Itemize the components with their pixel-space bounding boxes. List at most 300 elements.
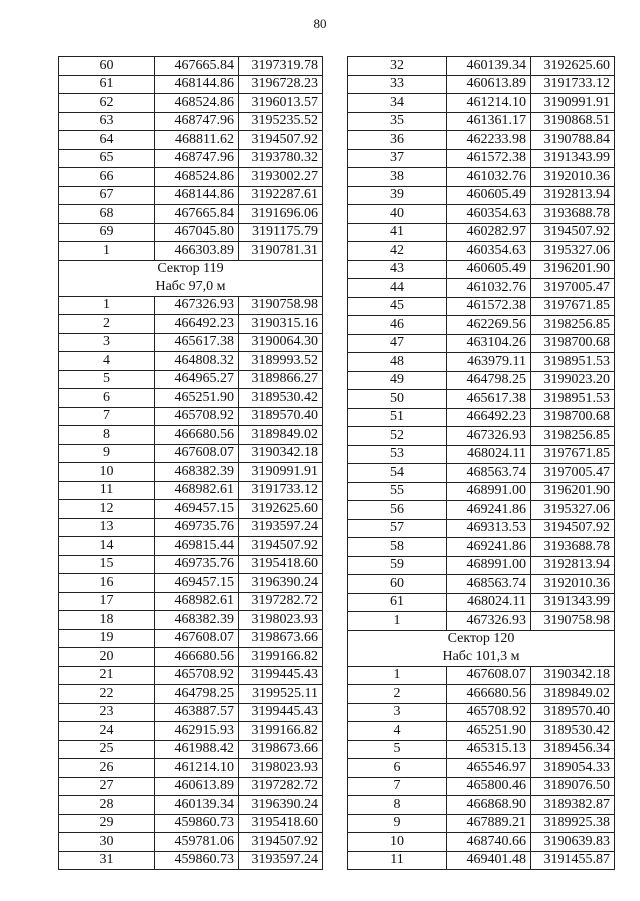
table-row: [59, 370, 323, 389]
point-number-cell: 39: [348, 186, 447, 205]
point-number-cell: 21: [59, 666, 155, 685]
x-coordinate-cell: 469457.15: [155, 500, 239, 519]
table-row: [348, 556, 615, 575]
y-coordinate-cell: 3198951.53: [531, 390, 615, 409]
y-coordinate-cell: 3189382.87: [531, 796, 615, 815]
point-number-cell: 1: [59, 242, 155, 261]
table-row: [348, 612, 615, 631]
point-number-cell: 66: [59, 168, 155, 187]
y-coordinate-cell: 3189866.27: [239, 370, 323, 389]
table-row: [348, 427, 615, 446]
point-number-cell: 8: [59, 426, 155, 445]
y-coordinate-cell: 3192813.94: [531, 556, 615, 575]
table-row: [348, 112, 615, 131]
point-number-cell: 60: [59, 57, 155, 76]
y-coordinate-cell: 3194507.92: [239, 131, 323, 150]
point-number-cell: 53: [348, 445, 447, 464]
y-coordinate-cell: 3198673.66: [239, 629, 323, 648]
y-coordinate-cell: 3199166.82: [239, 648, 323, 667]
x-coordinate-cell: 467665.84: [155, 57, 239, 76]
point-number-cell: 5: [348, 740, 447, 759]
x-coordinate-cell: 467326.93: [447, 612, 531, 631]
sector-height: Набс 97,0 м: [59, 278, 323, 296]
point-number-cell: 3: [59, 333, 155, 352]
point-number-cell: 8: [348, 796, 447, 815]
table-row: [59, 629, 323, 648]
x-coordinate-cell: 466680.56: [447, 685, 531, 704]
y-coordinate-cell: 3197005.47: [531, 279, 615, 298]
table-row: [348, 464, 615, 483]
x-coordinate-cell: 461032.76: [447, 168, 531, 187]
point-number-cell: 7: [59, 407, 155, 426]
y-coordinate-cell: 3196390.24: [239, 796, 323, 815]
point-number-cell: 9: [348, 814, 447, 833]
table-row: [348, 519, 615, 538]
y-coordinate-cell: 3199023.20: [531, 371, 615, 390]
table-row: [348, 814, 615, 833]
point-number-cell: 36: [348, 131, 447, 150]
table-row: [59, 223, 323, 242]
table-row: [59, 315, 323, 334]
x-coordinate-cell: 469735.76: [155, 518, 239, 537]
point-number-cell: 27: [59, 777, 155, 796]
x-coordinate-cell: 468144.86: [155, 186, 239, 205]
y-coordinate-cell: 3193597.24: [239, 518, 323, 537]
table-row: [59, 481, 323, 500]
table-row: [348, 168, 615, 187]
table-row: [59, 168, 323, 187]
x-coordinate-cell: 461214.10: [447, 94, 531, 113]
x-coordinate-cell: 460282.97: [447, 223, 531, 242]
table-row: [59, 352, 323, 371]
point-number-cell: 24: [59, 722, 155, 741]
point-number-cell: 2: [348, 685, 447, 704]
y-coordinate-cell: 3195327.06: [531, 242, 615, 261]
point-number-cell: 32: [348, 57, 447, 76]
point-number-cell: 31: [59, 851, 155, 870]
x-coordinate-cell: 467889.21: [447, 814, 531, 833]
point-number-cell: 61: [59, 75, 155, 94]
y-coordinate-cell: 3191733.12: [531, 75, 615, 94]
table-row: [59, 851, 323, 870]
x-coordinate-cell: 466303.89: [155, 242, 239, 261]
point-number-cell: 38: [348, 168, 447, 187]
y-coordinate-cell: 3191343.99: [531, 149, 615, 168]
table-row: [59, 648, 323, 667]
table-row: [348, 666, 615, 685]
point-number-cell: 34: [348, 94, 447, 113]
y-coordinate-cell: 3190315.16: [239, 315, 323, 334]
point-number-cell: 41: [348, 223, 447, 242]
x-coordinate-cell: 468982.61: [155, 592, 239, 611]
point-number-cell: 37: [348, 149, 447, 168]
x-coordinate-cell: 462269.56: [447, 316, 531, 335]
table-row: [348, 777, 615, 796]
point-number-cell: 10: [348, 833, 447, 852]
x-coordinate-cell: 466680.56: [155, 426, 239, 445]
table-row: [59, 740, 323, 759]
x-coordinate-cell: 469457.15: [155, 574, 239, 593]
y-coordinate-cell: 3192625.60: [239, 500, 323, 519]
y-coordinate-cell: 3194507.92: [531, 223, 615, 242]
x-coordinate-cell: 466492.23: [155, 315, 239, 334]
x-coordinate-cell: 464808.32: [155, 352, 239, 371]
point-number-cell: 10: [59, 463, 155, 482]
x-coordinate-cell: 461032.76: [447, 279, 531, 298]
x-coordinate-cell: 468382.39: [155, 463, 239, 482]
x-coordinate-cell: 465617.38: [447, 390, 531, 409]
table-row: [348, 851, 615, 870]
table-row: [348, 740, 615, 759]
y-coordinate-cell: 3198700.68: [531, 408, 615, 427]
table-row: [348, 390, 615, 409]
table-row: [59, 389, 323, 408]
y-coordinate-cell: 3189849.02: [531, 685, 615, 704]
y-coordinate-cell: 3196728.23: [239, 75, 323, 94]
point-number-cell: 42: [348, 242, 447, 261]
point-number-cell: 50: [348, 390, 447, 409]
x-coordinate-cell: 461214.10: [155, 759, 239, 778]
table-row: [59, 333, 323, 352]
x-coordinate-cell: 467326.93: [447, 427, 531, 446]
y-coordinate-cell: 3198673.66: [239, 740, 323, 759]
y-coordinate-cell: 3190991.91: [531, 94, 615, 113]
sector-title: Сектор 120: [348, 630, 615, 648]
x-coordinate-cell: 468382.39: [155, 611, 239, 630]
coordinates-table-left: [58, 56, 323, 870]
point-number-cell: 65: [59, 149, 155, 168]
table-row: [59, 722, 323, 741]
y-coordinate-cell: 3196201.90: [531, 260, 615, 279]
y-coordinate-cell: 3189054.33: [531, 759, 615, 778]
y-coordinate-cell: 3189570.40: [239, 407, 323, 426]
x-coordinate-cell: 469815.44: [155, 537, 239, 556]
x-coordinate-cell: 467608.07: [155, 629, 239, 648]
x-coordinate-cell: 468982.61: [155, 481, 239, 500]
table-row: [348, 482, 615, 501]
y-coordinate-cell: 3196390.24: [239, 574, 323, 593]
y-coordinate-cell: 3190991.91: [239, 463, 323, 482]
table-row: [59, 518, 323, 537]
y-coordinate-cell: 3189076.50: [531, 777, 615, 796]
x-coordinate-cell: 468024.11: [447, 593, 531, 612]
point-number-cell: 12: [59, 500, 155, 519]
x-coordinate-cell: 469735.76: [155, 555, 239, 574]
y-coordinate-cell: 3191696.06: [239, 205, 323, 224]
x-coordinate-cell: 465708.92: [155, 666, 239, 685]
table-row: [348, 94, 615, 113]
table-row: [348, 149, 615, 168]
y-coordinate-cell: 3197282.72: [239, 592, 323, 611]
y-coordinate-cell: 3192010.36: [531, 575, 615, 594]
table-row: [348, 538, 615, 557]
table-row: [59, 759, 323, 778]
sector-header-row: [348, 630, 615, 648]
table-row: [59, 131, 323, 150]
x-coordinate-cell: 466680.56: [155, 648, 239, 667]
x-coordinate-cell: 466868.90: [447, 796, 531, 815]
x-coordinate-cell: 460605.49: [447, 186, 531, 205]
x-coordinate-cell: 468740.66: [447, 833, 531, 852]
x-coordinate-cell: 460613.89: [447, 75, 531, 94]
table-row: [348, 353, 615, 372]
table-row: [59, 205, 323, 224]
y-coordinate-cell: 3195418.60: [239, 814, 323, 833]
table-row: [59, 796, 323, 815]
y-coordinate-cell: 3198256.85: [531, 427, 615, 446]
table-row: [348, 57, 615, 76]
point-number-cell: 4: [59, 352, 155, 371]
x-coordinate-cell: 469313.53: [447, 519, 531, 538]
table-row: [348, 223, 615, 242]
x-coordinate-cell: 469401.48: [447, 851, 531, 870]
y-coordinate-cell: 3189530.42: [531, 722, 615, 741]
x-coordinate-cell: 469241.86: [447, 538, 531, 557]
y-coordinate-cell: 3189849.02: [239, 426, 323, 445]
table-row: [59, 242, 323, 261]
y-coordinate-cell: 3193688.78: [531, 205, 615, 224]
table-row: [59, 94, 323, 113]
point-number-cell: 48: [348, 353, 447, 372]
table-row: [348, 593, 615, 612]
y-coordinate-cell: 3191733.12: [239, 481, 323, 500]
point-number-cell: 49: [348, 371, 447, 390]
x-coordinate-cell: 465315.13: [447, 740, 531, 759]
y-coordinate-cell: 3189993.52: [239, 352, 323, 371]
point-number-cell: 1: [348, 666, 447, 685]
x-coordinate-cell: 466492.23: [447, 408, 531, 427]
point-number-cell: 54: [348, 464, 447, 483]
point-number-cell: 2: [59, 315, 155, 334]
y-coordinate-cell: 3199445.43: [239, 666, 323, 685]
table-row: [348, 833, 615, 852]
table-row: [59, 426, 323, 445]
x-coordinate-cell: 461572.38: [447, 297, 531, 316]
point-number-cell: 57: [348, 519, 447, 538]
y-coordinate-cell: 3194507.92: [239, 833, 323, 852]
point-number-cell: 64: [59, 131, 155, 150]
y-coordinate-cell: 3190639.83: [531, 833, 615, 852]
point-number-cell: 26: [59, 759, 155, 778]
table-row: [348, 297, 615, 316]
point-number-cell: 43: [348, 260, 447, 279]
x-coordinate-cell: 468563.74: [447, 575, 531, 594]
x-coordinate-cell: 468811.62: [155, 131, 239, 150]
y-coordinate-cell: 3198256.85: [531, 316, 615, 335]
point-number-cell: 7: [348, 777, 447, 796]
point-number-cell: 15: [59, 555, 155, 574]
x-coordinate-cell: 464798.25: [447, 371, 531, 390]
x-coordinate-cell: 468563.74: [447, 464, 531, 483]
x-coordinate-cell: 467665.84: [155, 205, 239, 224]
table-row: [348, 722, 615, 741]
x-coordinate-cell: 463887.57: [155, 703, 239, 722]
y-coordinate-cell: 3193688.78: [531, 538, 615, 557]
table-row: [59, 407, 323, 426]
table-row: [59, 186, 323, 205]
y-coordinate-cell: 3196013.57: [239, 94, 323, 113]
table-row: [348, 242, 615, 261]
x-coordinate-cell: 468144.86: [155, 75, 239, 94]
coordinates-table-left-body: [59, 57, 323, 870]
table-row: [348, 371, 615, 390]
x-coordinate-cell: 459781.06: [155, 833, 239, 852]
table-row: [348, 260, 615, 279]
table-row: [59, 463, 323, 482]
point-number-cell: 6: [59, 389, 155, 408]
table-row: [59, 555, 323, 574]
x-coordinate-cell: 468524.86: [155, 168, 239, 187]
y-coordinate-cell: 3190064.30: [239, 333, 323, 352]
y-coordinate-cell: 3196201.90: [531, 482, 615, 501]
y-coordinate-cell: 3190758.98: [531, 612, 615, 631]
point-number-cell: 52: [348, 427, 447, 446]
x-coordinate-cell: 467045.80: [155, 223, 239, 242]
table-row: [59, 112, 323, 131]
point-number-cell: 28: [59, 796, 155, 815]
y-coordinate-cell: 3189456.34: [531, 740, 615, 759]
point-number-cell: 47: [348, 334, 447, 353]
point-number-cell: 51: [348, 408, 447, 427]
table-row: [59, 685, 323, 704]
y-coordinate-cell: 3195235.52: [239, 112, 323, 131]
x-coordinate-cell: 467326.93: [155, 296, 239, 315]
table-row: [59, 666, 323, 685]
x-coordinate-cell: 461361.17: [447, 112, 531, 131]
point-number-cell: 29: [59, 814, 155, 833]
sector-title: Сектор 119: [59, 260, 323, 278]
x-coordinate-cell: 460605.49: [447, 260, 531, 279]
y-coordinate-cell: 3190868.51: [531, 112, 615, 131]
x-coordinate-cell: 467608.07: [155, 444, 239, 463]
y-coordinate-cell: 3198023.93: [239, 759, 323, 778]
x-coordinate-cell: 465708.92: [155, 407, 239, 426]
y-coordinate-cell: 3199525.11: [239, 685, 323, 704]
x-coordinate-cell: 468991.00: [447, 556, 531, 575]
x-coordinate-cell: 469241.86: [447, 501, 531, 520]
table-row: [59, 833, 323, 852]
table-row: [348, 316, 615, 335]
y-coordinate-cell: 3198951.53: [531, 353, 615, 372]
point-number-cell: 35: [348, 112, 447, 131]
table-row: [348, 575, 615, 594]
y-coordinate-cell: 3197671.85: [531, 445, 615, 464]
x-coordinate-cell: 461572.38: [447, 149, 531, 168]
table-row: [348, 703, 615, 722]
page-number: 80: [313, 16, 327, 31]
table-row: [348, 685, 615, 704]
y-coordinate-cell: 3190781.31: [239, 242, 323, 261]
y-coordinate-cell: 3191175.79: [239, 223, 323, 242]
x-coordinate-cell: 460139.34: [447, 57, 531, 76]
table-row: [59, 444, 323, 463]
table-row: [59, 611, 323, 630]
x-coordinate-cell: 468747.96: [155, 149, 239, 168]
y-coordinate-cell: 3192813.94: [531, 186, 615, 205]
point-number-cell: 17: [59, 592, 155, 611]
table-row: [59, 57, 323, 76]
point-number-cell: 63: [59, 112, 155, 131]
table-row: [348, 501, 615, 520]
sector-header-row: [59, 260, 323, 278]
table-row: [59, 574, 323, 593]
y-coordinate-cell: 3194507.92: [531, 519, 615, 538]
table-row: [59, 703, 323, 722]
point-number-cell: 16: [59, 574, 155, 593]
point-number-cell: 45: [348, 297, 447, 316]
point-number-cell: 5: [59, 370, 155, 389]
point-number-cell: 1: [59, 296, 155, 315]
y-coordinate-cell: 3189925.38: [531, 814, 615, 833]
table-row: [59, 149, 323, 168]
sector-height-row: [348, 648, 615, 666]
coordinates-table-right-body: [348, 57, 615, 870]
table-row: [59, 814, 323, 833]
point-number-cell: 62: [59, 94, 155, 113]
table-row: [59, 592, 323, 611]
point-number-cell: 69: [59, 223, 155, 242]
table-row: [59, 500, 323, 519]
point-number-cell: 25: [59, 740, 155, 759]
point-number-cell: 30: [59, 833, 155, 852]
y-coordinate-cell: 3199166.82: [239, 722, 323, 741]
point-number-cell: 13: [59, 518, 155, 537]
point-number-cell: 61: [348, 593, 447, 612]
x-coordinate-cell: 463104.26: [447, 334, 531, 353]
x-coordinate-cell: 465546.97: [447, 759, 531, 778]
table-row: [59, 296, 323, 315]
point-number-cell: 3: [348, 703, 447, 722]
y-coordinate-cell: 3190788.84: [531, 131, 615, 150]
x-coordinate-cell: 465800.46: [447, 777, 531, 796]
point-number-cell: 56: [348, 501, 447, 520]
point-number-cell: 33: [348, 75, 447, 94]
table-row: [348, 796, 615, 815]
point-number-cell: 18: [59, 611, 155, 630]
table-row: [348, 445, 615, 464]
table-row: [348, 205, 615, 224]
y-coordinate-cell: 3190758.98: [239, 296, 323, 315]
y-coordinate-cell: 3194507.92: [239, 537, 323, 556]
table-row: [348, 759, 615, 778]
y-coordinate-cell: 3192287.61: [239, 186, 323, 205]
point-number-cell: 46: [348, 316, 447, 335]
point-number-cell: 14: [59, 537, 155, 556]
point-number-cell: 23: [59, 703, 155, 722]
x-coordinate-cell: 468991.00: [447, 482, 531, 501]
y-coordinate-cell: 3189530.42: [239, 389, 323, 408]
y-coordinate-cell: 3190342.18: [531, 666, 615, 685]
y-coordinate-cell: 3190342.18: [239, 444, 323, 463]
point-number-cell: 67: [59, 186, 155, 205]
point-number-cell: 11: [348, 851, 447, 870]
x-coordinate-cell: 461988.42: [155, 740, 239, 759]
y-coordinate-cell: 3198023.93: [239, 611, 323, 630]
x-coordinate-cell: 459860.73: [155, 814, 239, 833]
x-coordinate-cell: 468747.96: [155, 112, 239, 131]
table-row: [59, 537, 323, 556]
x-coordinate-cell: 465251.90: [447, 722, 531, 741]
y-coordinate-cell: 3192625.60: [531, 57, 615, 76]
point-number-cell: 1: [348, 612, 447, 631]
x-coordinate-cell: 467608.07: [447, 666, 531, 685]
y-coordinate-cell: 3193597.24: [239, 851, 323, 870]
point-number-cell: 44: [348, 279, 447, 298]
point-number-cell: 22: [59, 685, 155, 704]
x-coordinate-cell: 460354.63: [447, 242, 531, 261]
coordinates-table-right: [347, 56, 615, 870]
x-coordinate-cell: 460613.89: [155, 777, 239, 796]
